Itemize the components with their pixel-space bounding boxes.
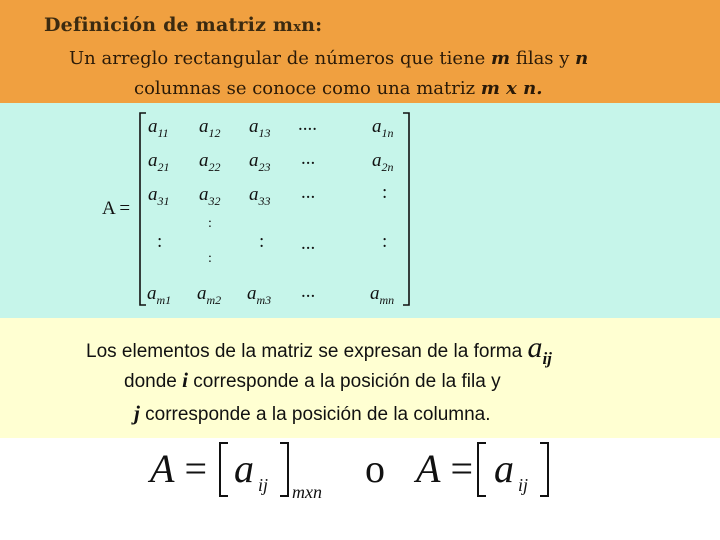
- matrix-cell-a13: $a_{13}$: [249, 116, 271, 140]
- matrix-cell-dots: ...: [301, 233, 316, 254]
- matrix-cell-a31: $a_{31}$: [148, 184, 170, 208]
- matrix-cell-a22: $a_{22}$: [199, 150, 221, 174]
- matrix-cell-dots: ...: [301, 148, 316, 169]
- notation-a-2: a: [494, 446, 514, 491]
- matrix-cell-a11: $a_{11}$: [148, 116, 169, 140]
- matrix-cell-colon: :: [157, 231, 163, 252]
- notation-a-1: a: [234, 446, 254, 491]
- matrix-cell-dots: ...: [301, 182, 316, 203]
- matrix-cell-dots: ...: [301, 281, 316, 302]
- explanation-line-3: j corresponde a la posición de la columna.: [134, 401, 491, 425]
- definition-line-2: columnas se conoce como una matriz m x n.: [134, 78, 543, 99]
- notation-A-2: A =: [416, 446, 473, 491]
- matrix-cell-colon: :: [259, 231, 265, 252]
- matrix-cell-a21: $a_{21}$: [148, 150, 170, 174]
- matrix-label: A =: [102, 198, 131, 219]
- page-title: Definición de matriz mxn:: [44, 14, 323, 36]
- matrix-cell-a33: $a_{33}$: [249, 184, 271, 208]
- matrix-cell-a12: $a_{12}$: [199, 116, 221, 140]
- explanation-line-1: Los elementos de la matriz se expresan de la forma $a_{ij}$: [86, 331, 552, 368]
- matrix-cell-a1n: $a_{1n}$: [372, 116, 394, 140]
- matrix-cell-am1: $a_{m1}$: [147, 283, 172, 307]
- bracket-left-2: [478, 443, 486, 496]
- bracket-right-2: [540, 443, 548, 496]
- matrix-cell-colon: :: [382, 182, 388, 203]
- aij-symbol: $a_{ij}$: [527, 331, 552, 368]
- matrix-cell-colon: :: [208, 216, 212, 231]
- matrix-cell-colon: :: [382, 231, 388, 252]
- notation-mxn: mxn: [292, 482, 322, 502]
- definition-line-1: Un arreglo rectangular de números que tiene m filas y n: [69, 48, 589, 69]
- matrix-cell-a2n: $a_{2n}$: [372, 150, 394, 174]
- notation-ij-1: ij: [258, 475, 269, 495]
- matrix-cell-a32: $a_{32}$: [199, 184, 221, 208]
- explanation-line-2: donde i corresponde a la posición de la fila y: [124, 368, 501, 392]
- notation-or: o: [365, 446, 385, 491]
- matrix-cell-am2: $a_{m2}$: [197, 283, 222, 307]
- notation-A-1: A =: [150, 446, 207, 491]
- matrix-cell-colon: :: [208, 251, 212, 266]
- notation-ij-2: ij: [518, 475, 529, 495]
- bracket-right-1: [280, 443, 288, 496]
- bracket-left-1: [220, 443, 228, 496]
- matrix-cell-amn: $a_{mn}$: [370, 283, 395, 307]
- matrix-cell-a23: $a_{23}$: [249, 150, 271, 174]
- matrix-cell-am3: $a_{m3}$: [247, 283, 272, 307]
- matrix-cell-dots: ....: [298, 114, 317, 135]
